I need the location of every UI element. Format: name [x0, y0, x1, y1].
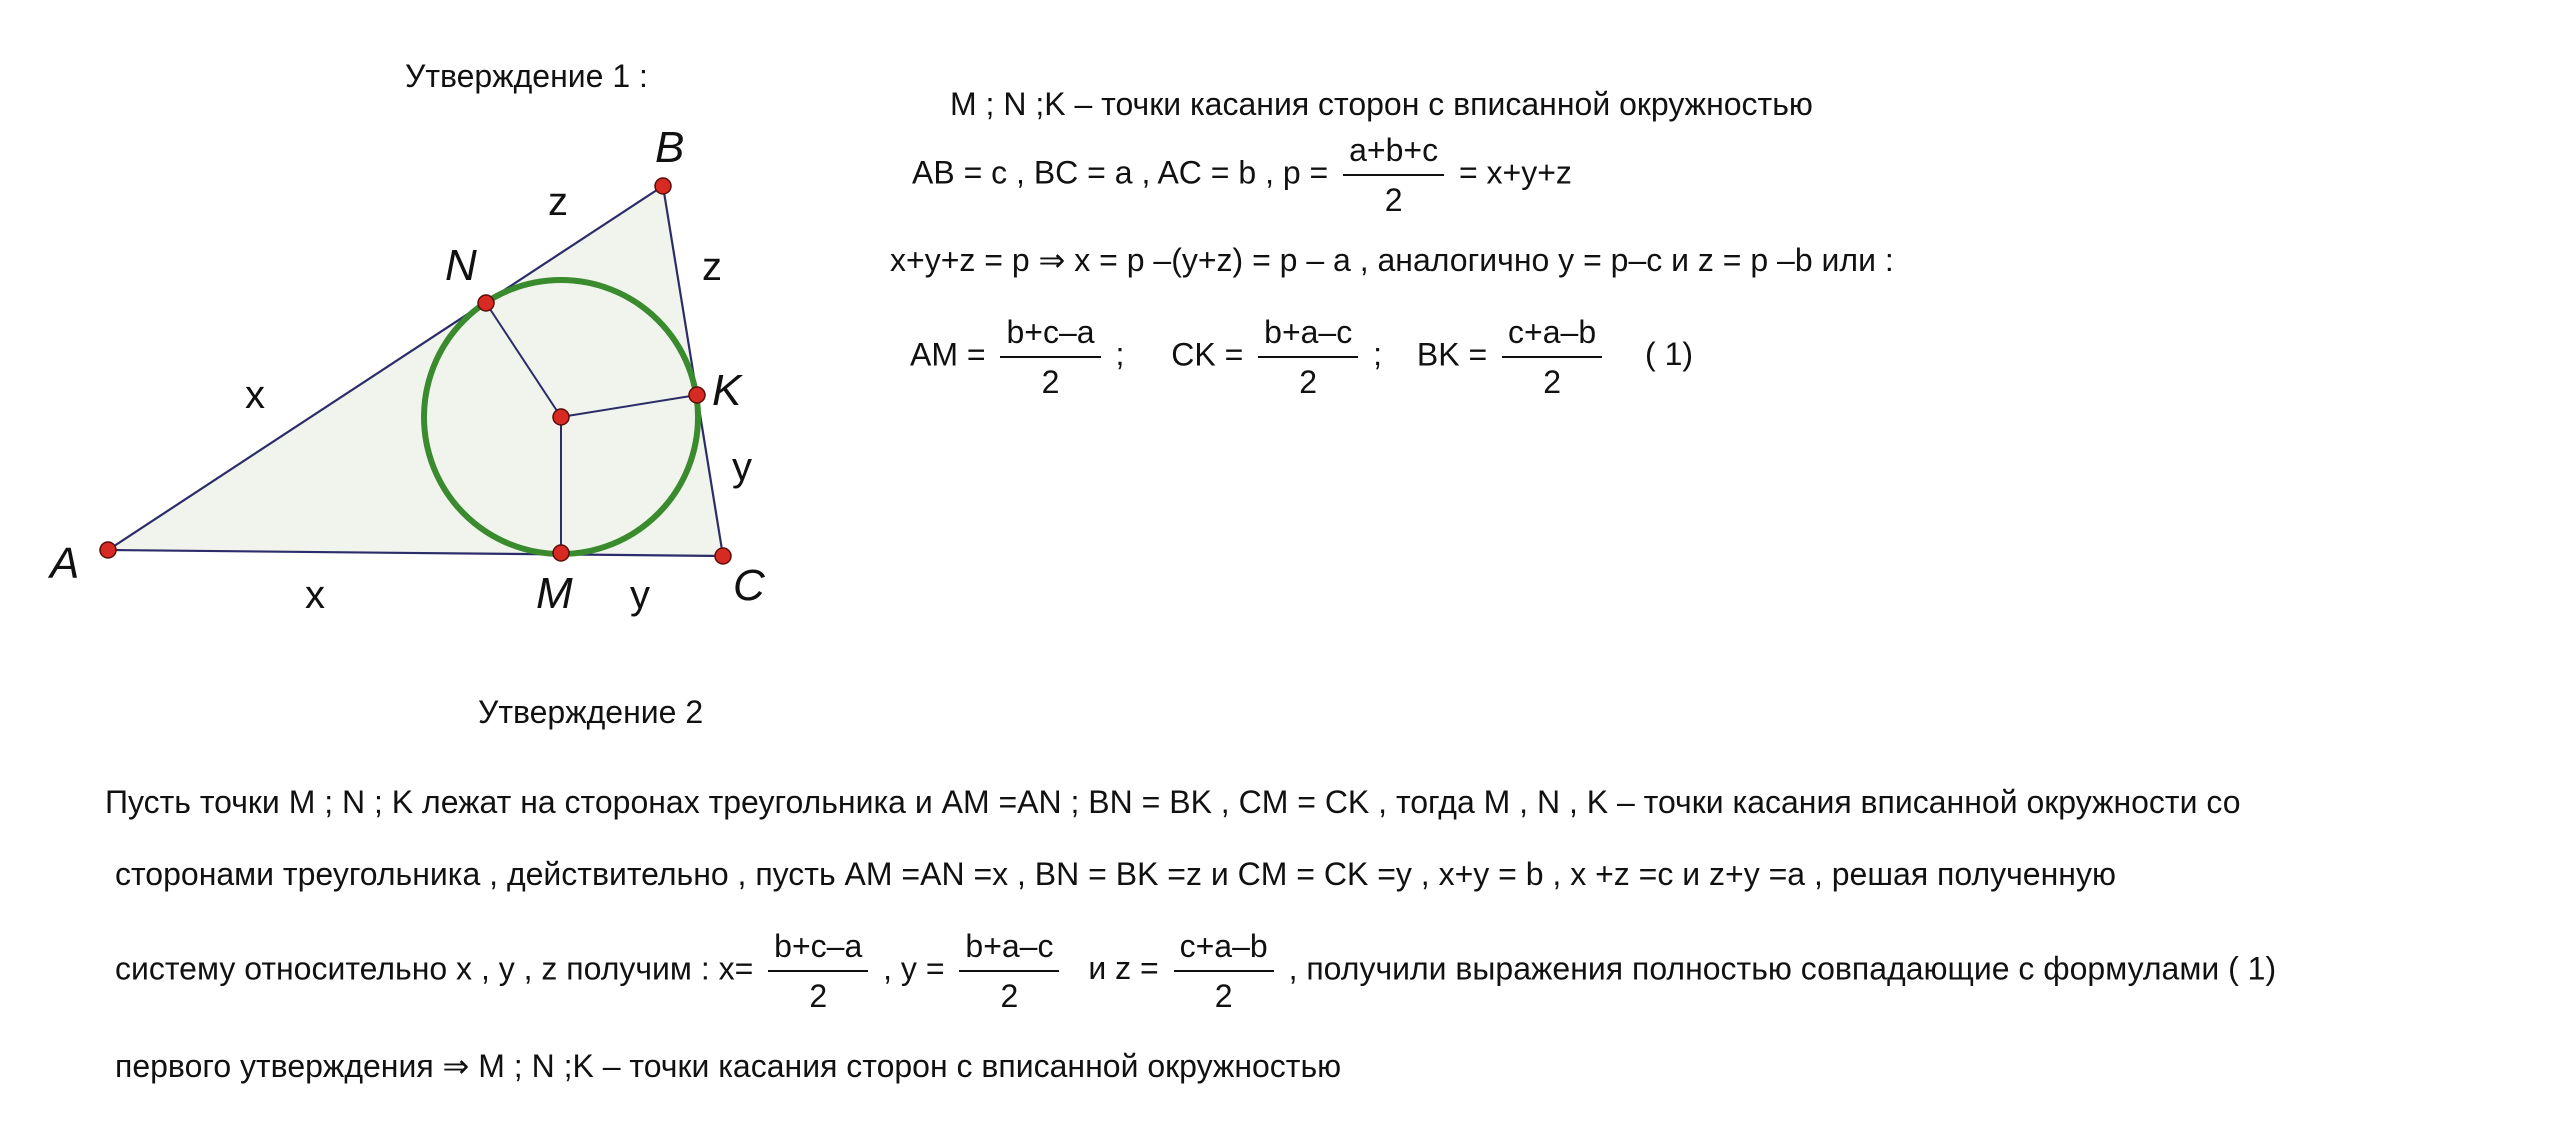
s2-line-4: первого утверждения ⇒ M ; N ;K – точки касания сторон с вписанной окружностью [115, 1048, 1342, 1084]
ck-label: CK = [1171, 336, 1244, 373]
point-o [553, 409, 569, 425]
s1-line-4-formulas [910, 312, 1693, 402]
fraction-am-den: 2 [1041, 364, 1060, 400]
label-k: K [712, 366, 742, 415]
s2-line-2: сторонами треугольника , действительно , пусть AM =AN =x , BN = BK =z и CM = CK =y , x+y = b , x +z =c и z+y =a , решая полученную [115, 856, 2116, 892]
fraction-z-num: c+a–b [1174, 926, 1274, 972]
s2-line3-post: , получили выражения полностью совпадающие с формулами ( 1) [1288, 950, 2277, 987]
fraction-bk [1502, 312, 1602, 402]
point-b [655, 178, 671, 194]
fraction-ck [1258, 312, 1358, 402]
s1-line-1: M ; N ;K – точки касания сторон с вписанной окружностью [950, 86, 1813, 122]
fraction-x-num: b+c–a [768, 926, 868, 972]
point-n [478, 295, 494, 311]
label-seg-kc: y [732, 445, 752, 489]
label-c: C [733, 561, 765, 610]
y-label: , y = [883, 950, 945, 987]
separator-1: ; [1115, 336, 1125, 373]
label-seg-an: x [245, 373, 265, 417]
fraction-ck-num: b+a–c [1258, 312, 1358, 358]
triangle-incircle-figure [0, 0, 820, 640]
fraction-z-den: 2 [1214, 978, 1233, 1014]
label-seg-mc: y [630, 573, 650, 617]
fraction-x [768, 926, 868, 1016]
fraction-am [1000, 312, 1100, 402]
equation-ref-1: ( 1) [1645, 336, 1694, 373]
s1-line-2 [912, 130, 1572, 220]
label-m: M [536, 569, 573, 618]
triangle-fill [108, 186, 723, 556]
fraction-y-den: 2 [1000, 978, 1019, 1014]
s1-line2-post: = x+y+z [1458, 154, 1572, 191]
s2-line-3 [115, 926, 2276, 1016]
fraction-p-den: 2 [1384, 182, 1403, 218]
fraction-y [959, 926, 1059, 1016]
label-b: B [655, 123, 685, 172]
label-seg-nb: z [548, 180, 568, 224]
point-m [553, 545, 569, 561]
fraction-bk-num: c+a–b [1502, 312, 1602, 358]
fraction-am-num: b+c–a [1000, 312, 1100, 358]
s1-line2-pre: AB = c , BC = a , AC = b , p = [912, 154, 1329, 191]
separator-2: ; [1373, 336, 1382, 373]
point-a [100, 542, 116, 558]
fraction-p [1343, 130, 1444, 220]
label-seg-am: x [305, 573, 325, 617]
s2-line-1: Пусть точки M ; N ; K лежат на сторонах треугольника и AM =AN ; BN = BK , CM = CK , тогда M , N , K – точки касания вписанной окружности со [105, 784, 2241, 820]
bk-label: BK = [1416, 336, 1488, 373]
fraction-p-num: a+b+c [1343, 130, 1444, 176]
fraction-z [1174, 926, 1274, 1016]
fraction-bk-den: 2 [1543, 364, 1561, 400]
am-label: AM = [910, 336, 986, 373]
label-a: A [50, 539, 80, 588]
heading-statement-1: Утверждение 1 : [405, 58, 648, 94]
point-k [689, 387, 705, 403]
fraction-y-num: b+a–c [959, 926, 1059, 972]
z-label: и z = [1088, 950, 1159, 987]
label-seg-bk: z [702, 245, 722, 289]
s1-line-3: x+y+z = p ⇒ x = p –(y+z) = p – a , аналогично y = p–c и z = p –b или : [890, 242, 1894, 278]
s2-line3-pre: систему относительно x , y , z получим : x= [115, 950, 754, 987]
label-n: N [445, 241, 477, 290]
fraction-x-den: 2 [809, 978, 828, 1014]
heading-statement-2: Утверждение 2 [478, 694, 704, 730]
fraction-ck-den: 2 [1299, 364, 1318, 400]
point-c [715, 548, 731, 564]
